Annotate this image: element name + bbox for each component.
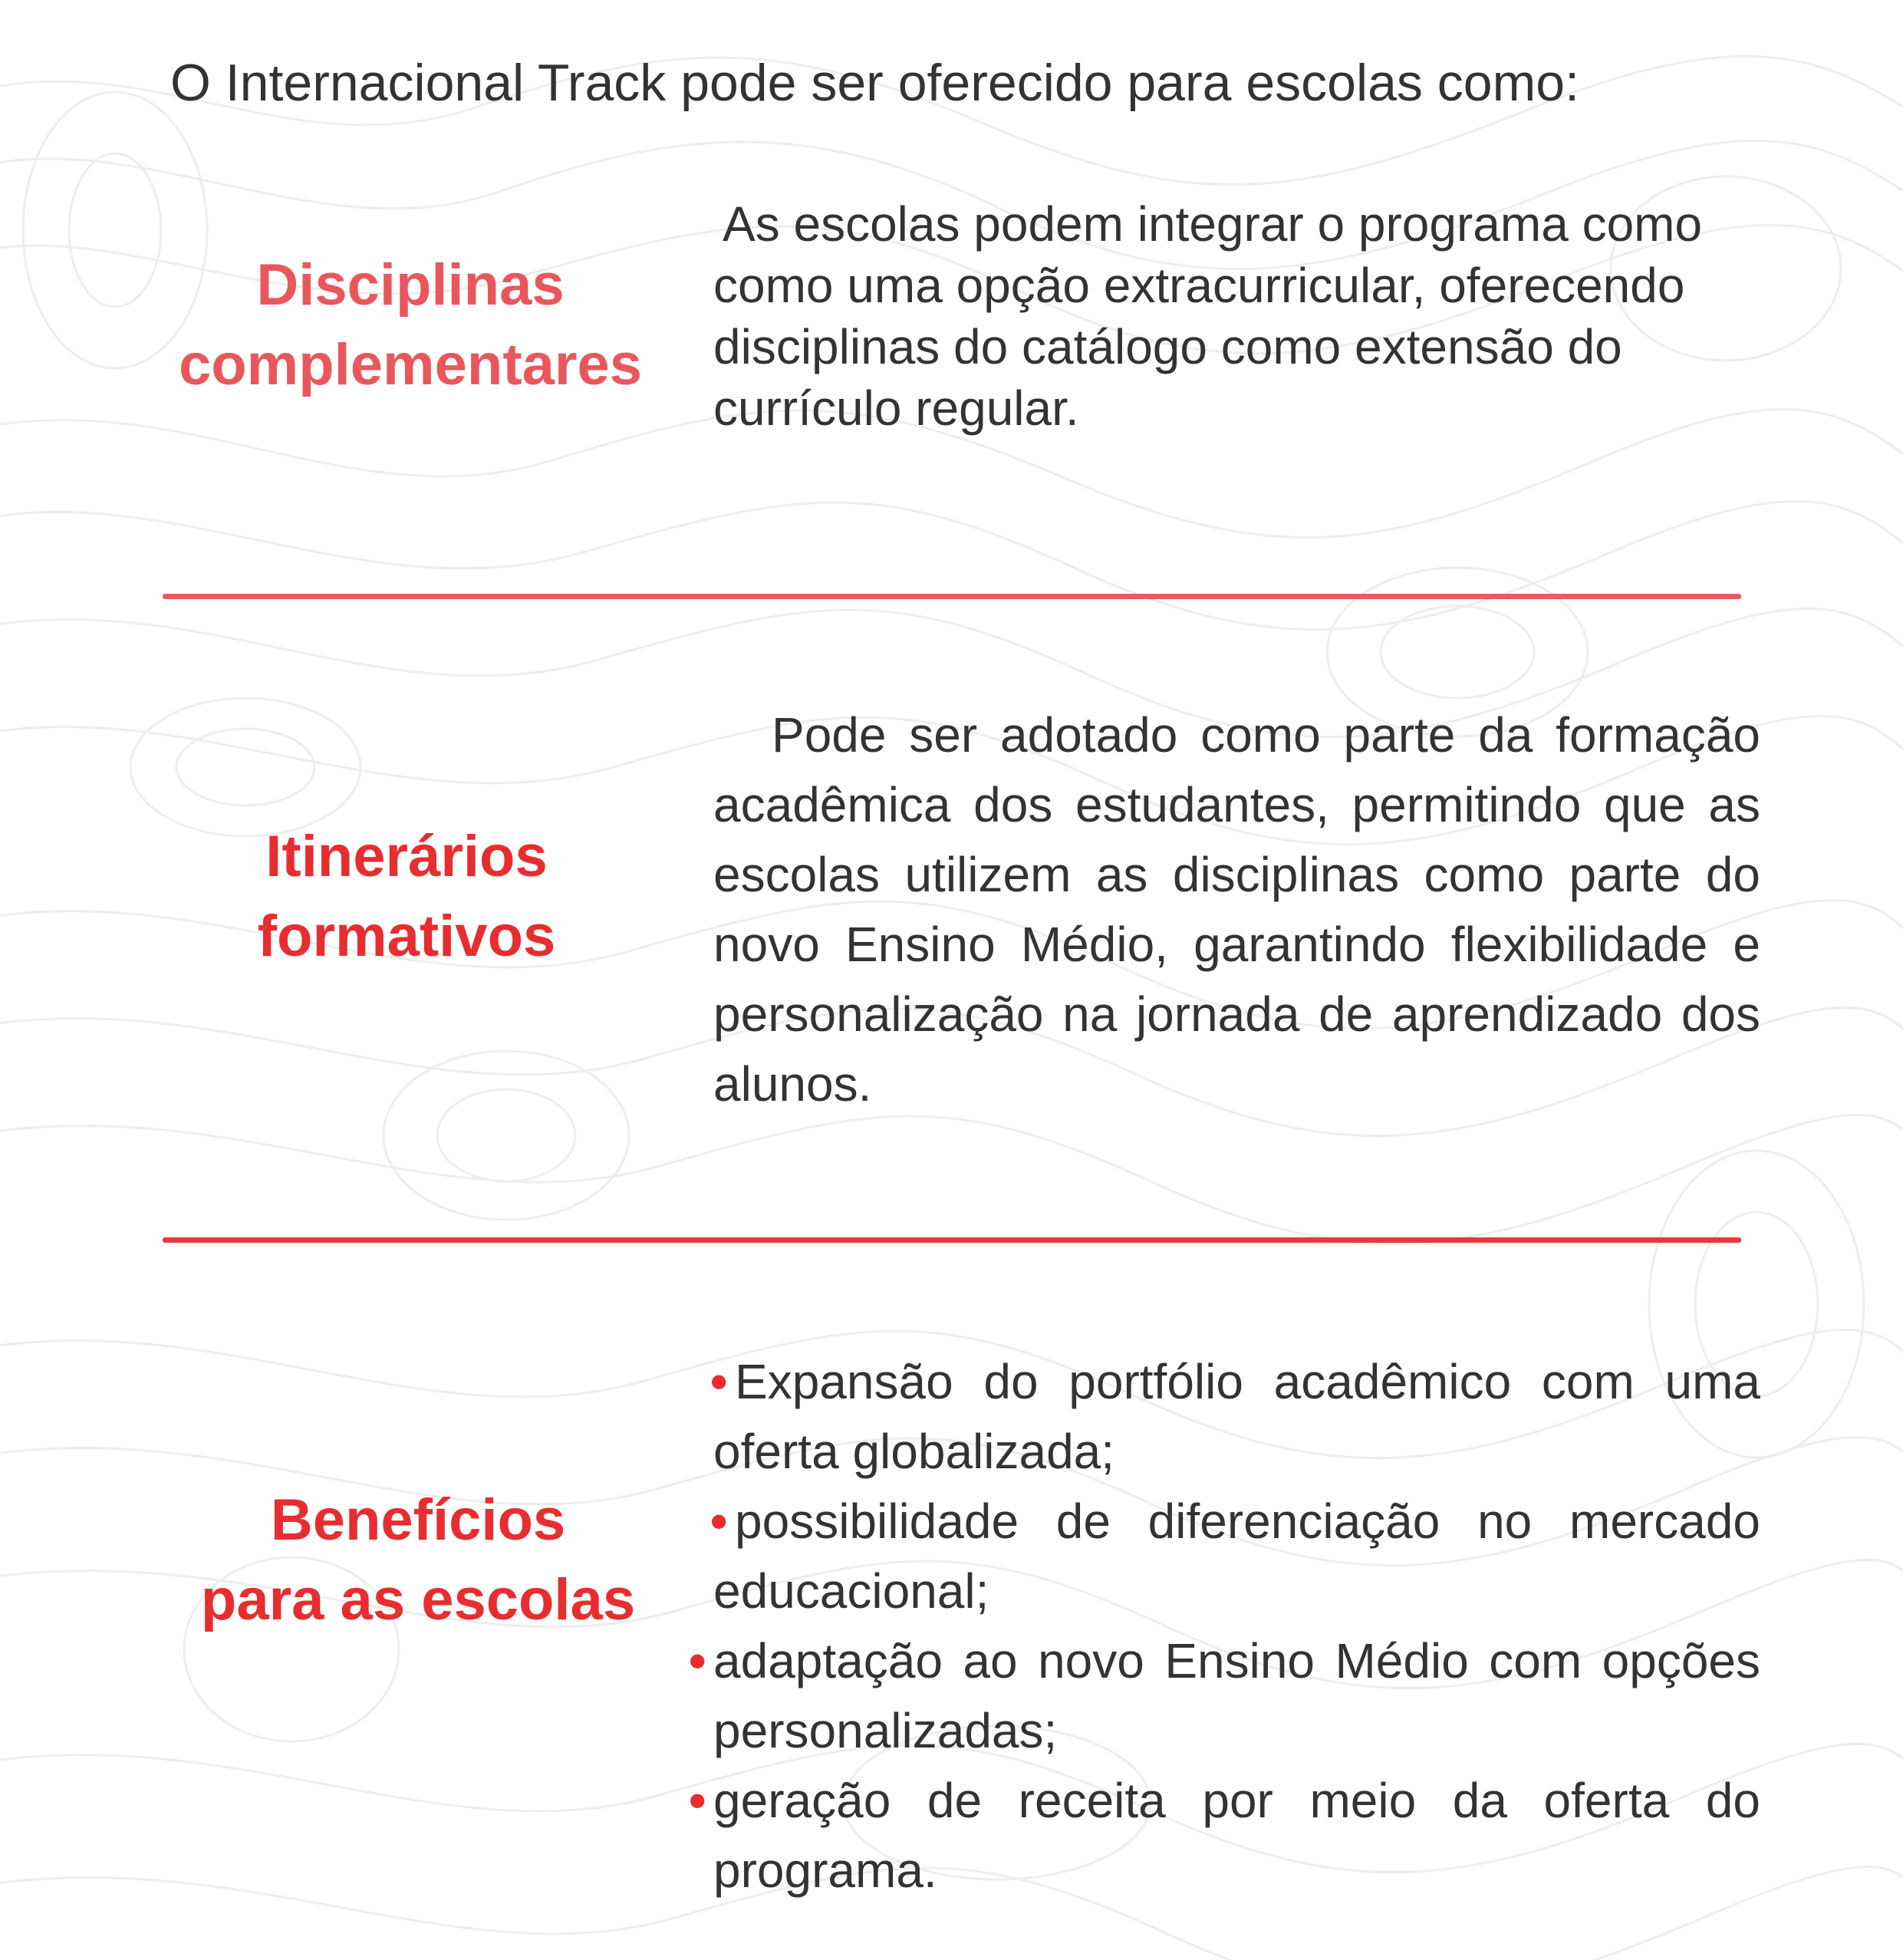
section-divider xyxy=(163,1237,1741,1243)
bullet-dot-icon: • xyxy=(689,1773,706,1828)
benefit-text: possibilidade de diferenciação no mercado educacional; xyxy=(713,1494,1760,1619)
section-title-beneficios xyxy=(165,1481,671,1640)
intro-text: O Internacional Track pode ser oferecido para escolas como: xyxy=(170,54,1579,112)
section-text-disciplinas: As escolas podem integrar o programa como como uma opção extracurricular, oferecendo disciplinas do catálogo como extensão do currículo regular. xyxy=(713,196,1703,436)
list-item xyxy=(710,1347,1760,1487)
list-item xyxy=(710,1487,1760,1626)
title-line: Itinerários xyxy=(265,824,548,889)
title-line: Benefícios xyxy=(270,1487,566,1553)
bullet-dot-icon: • xyxy=(689,1633,706,1688)
benefit-text: geração de receita por meio da oferta do programa. xyxy=(713,1773,1760,1898)
title-line: Disciplinas xyxy=(256,252,565,318)
list-item xyxy=(689,1766,1760,1906)
title-line: formativos xyxy=(257,904,556,969)
title-line: para as escolas xyxy=(200,1567,636,1632)
benefits-list xyxy=(689,1347,1760,1906)
title-line: complementares xyxy=(178,332,643,397)
section-divider xyxy=(163,594,1741,599)
benefit-text: Expansão do portfólio acadêmico com uma oferta globalizada; xyxy=(713,1354,1760,1479)
bullet-dot-icon: • xyxy=(710,1494,728,1549)
section-text-itinerarios: Pode ser adotado como parte da formação acadêmica dos estudantes, permitindo que as escolas utilizem as disciplinas como parte do novo Ensino Médio, garantindo flexibilidade e personalização na jornada de aprendizado dos alunos. xyxy=(713,707,1760,1112)
section-title-disciplinas xyxy=(157,245,663,405)
bullet-dot-icon: • xyxy=(710,1354,728,1409)
benefit-text: adaptação ao novo Ensino Médio com opções personalizadas; xyxy=(713,1633,1760,1758)
list-item xyxy=(689,1626,1760,1766)
section-title-itinerarios xyxy=(153,817,660,977)
benefits-list-container xyxy=(689,1347,1760,1906)
